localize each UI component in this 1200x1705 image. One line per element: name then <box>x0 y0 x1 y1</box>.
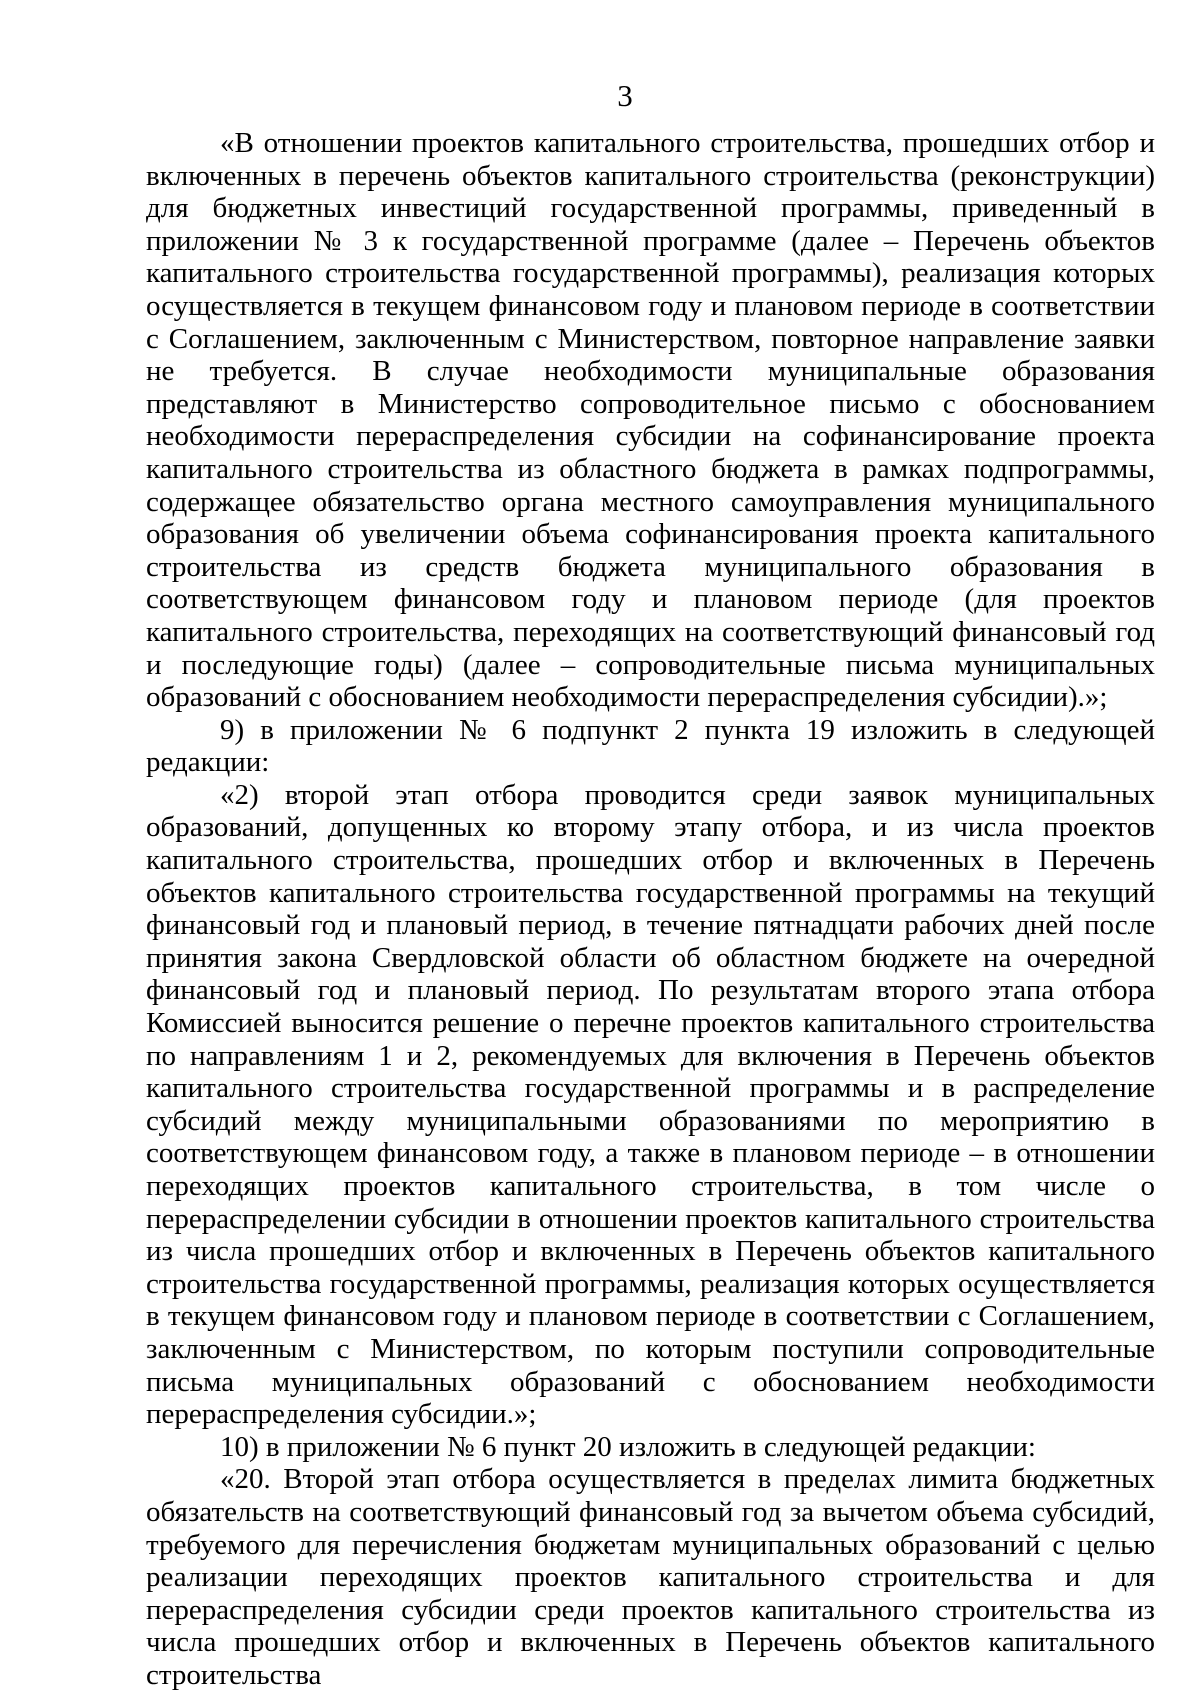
paragraph-item-9: 9) в приложении № 6 подпункт 2 пункта 19 изложить в следующей редакции: <box>146 713 1155 779</box>
paragraph-capital-projects-note: «В отношении проектов капитального строительства, прошедших отбор и включенных в перечень объектов капитального строительства (реконструкции) для бюджетных инвестиций государственной программы, приведенный в приложении № 3 к государственной программе (далее – Перечень объектов капитального строительства государственной программы), реализация которых осуществляется в текущем финансовом году и плановом периоде в соответствии с Соглашением, заключенным с Министерством, повторное направление заявки не требуется. В случае необходимости муниципальные образования представляют в Министерство сопроводительное письмо с обоснованием необходимости перераспределения субсидии на софинансирование проекта капитального строительства из областного бюджета в рамках подпрограммы, содержащее обязательство органа местного самоуправления муниципального образования об увеличении объема софинансирования проекта капитального строительства из средств бюджета муниципального образования в соответствующем финансовом году и плановом периоде (для проектов капитального строительства, переходящих на соответствующий финансовый год и последующие годы) (далее – сопроводительные письма муниципальных образований с обоснованием необходимости перераспределения субсидии).»; <box>146 127 1155 714</box>
paragraph-item-10: 10) в приложении № 6 пункт 20 изложить в следующей редакции: <box>220 1430 1036 1463</box>
paragraph-subitem-2-text: «2) второй этап отбора проводится среди заявок муниципальных образований, допущенных ко второму этапу отбора, и из числа проектов капитального строительства, прошедших отбор и включенных в Перечень объектов капитального строительства государственной программы на текущий финансовый год и плановый период, в течение пятнадцати рабочих дней после принятия закона Свердловской области об областном бюджете на очередной финансовый год и плановый период. По результатам второго этапа отбора Комиссией выносится решение о перечне проектов капитального строительства по направлениям 1 и 2, рекомендуемых для включения в Перечень объектов капитального строительства государственной программы и в распределение субсидий между муниципальными образованиями по мероприятию в соответствующем финансовом году, а также в плановом периоде – в отношении переходящих проектов капитального строительства, в том числе о перераспределении субсидии в отношении проектов капитального строительства из числа прошедших отбор и включенных в Перечень объектов капитального строительства государственной программы, реализация которых осуществляется в текущем финансовом году и плановом периоде в соответствии с Соглашением, заключенным с Министерством, по которым поступили сопроводительные письма муниципальных образований с обоснованием необходимости перераспределения субсидии.»; <box>146 778 1155 1431</box>
page-number: 3 <box>617 78 633 113</box>
paragraph-point-20-text: «20. Второй этап отбора осуществляется в пределах лимита бюджетных обязательств на соответствующий финансовый год за вычетом объема субсидий, требуемого для перечисления бюджетам муниципальных образований с целью реализации переходящих проектов капитального строительства и для перераспределения субсидии среди проектов капитального строительства из числа прошедших отбор и включенных в Перечень объектов капитального строительства <box>146 1463 1155 1691</box>
document-body <box>146 127 1155 1692</box>
